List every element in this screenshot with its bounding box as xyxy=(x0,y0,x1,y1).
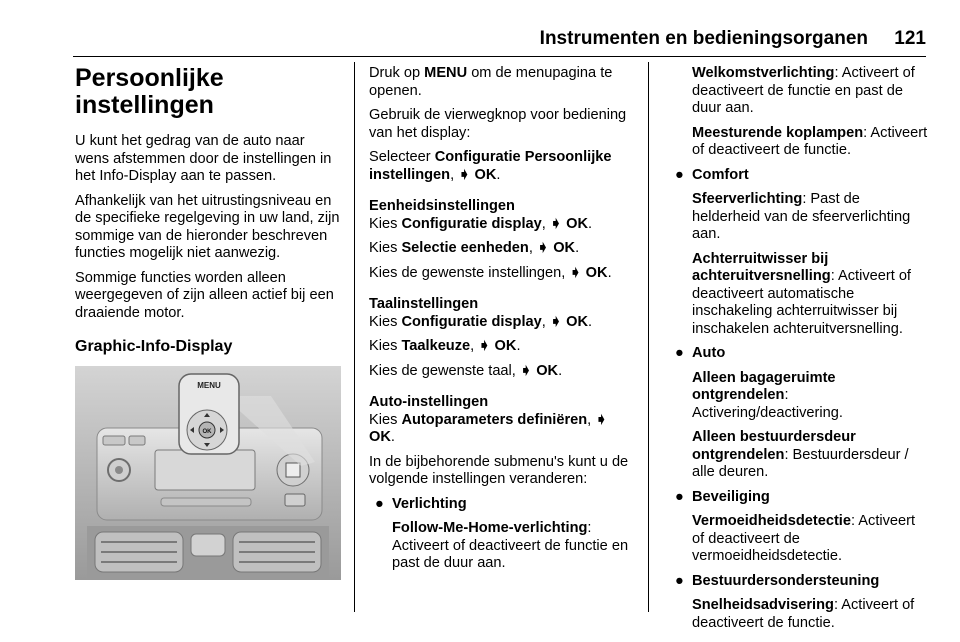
setting-description: Sfeerverlichting: Past de helderheid van de sfeerverlichting aan. xyxy=(692,191,911,242)
paragraph: Afhankelijk van het uitrustingsniveau en de specifieke regelgeving in uw land, zijn sommige van de hieronder beschreven functies mogelijk niet aanwezig. xyxy=(75,192,340,261)
subsection-heading: Graphic-Info-Display xyxy=(75,338,233,355)
setting-description: Alleen bestuurdersdeur ontgrendelen: Bestuurdersdeur / alle deuren. xyxy=(692,429,909,480)
column-1 xyxy=(75,65,341,580)
bullet: ● xyxy=(675,166,684,183)
instruction: Kies Configuratie display, ➧ OK. xyxy=(369,215,593,232)
instruction: Kies Selectie eenheden, ➧ OK. xyxy=(369,240,580,256)
column-3 xyxy=(669,65,931,639)
bullet: ● xyxy=(675,345,684,361)
subheading: Auto-instellingen xyxy=(369,394,489,410)
menu-label: MENU xyxy=(197,380,221,390)
paragraph: Druk op MENU om de menupagina te openen. xyxy=(369,65,613,99)
instruction: Kies Configuratie display, ➧ OK. xyxy=(369,313,593,330)
paragraph: Sommige functies worden alleen weergegeven of zijn alleen actief bij een draaiende motor. xyxy=(75,269,334,321)
setting-description: Meesturende koplampen: Activeert of deactiveert de functie. xyxy=(692,124,928,158)
instruction: Kies de gewenste instellingen, ➧ OK. xyxy=(369,264,612,281)
header-rule xyxy=(73,56,926,57)
paragraph: Gebruik de vierwegknop voor bediening van het display: xyxy=(369,107,627,141)
list-item: ● Bestuurdersondersteuning xyxy=(675,572,880,589)
ok-label: OK xyxy=(202,428,212,435)
paragraph: In de bijbehorende submenu's kunt u de volgende instellingen veranderen: xyxy=(369,453,629,487)
dashboard-illustration xyxy=(75,366,341,580)
paragraph: U kunt het gedrag van de auto naar wens afstemmen door de instellingen in het Info-Display aan te passen. xyxy=(75,133,332,184)
setting-description: Achterruitwisser bij achteruitversnelling: Activeert of deactiveert automatische inschakeling achterruitwisser bij inschakelen achteruitversnelling. xyxy=(692,250,911,337)
subheading: Eenheidsinstellingen xyxy=(369,198,515,214)
bullet: ● xyxy=(675,488,684,505)
column-divider xyxy=(354,62,355,612)
list-item: ● Comfort xyxy=(675,166,749,183)
bullet: ● xyxy=(675,572,684,589)
page-number: 121 xyxy=(894,28,926,49)
list-item: ● Verlichting xyxy=(375,495,467,512)
instruction: Kies Taalkeuze, ➧ OK. xyxy=(369,338,521,354)
setting-description: Snelheidsadvisering: Activeert of deactiveert de functie. xyxy=(692,597,915,631)
setting-description: Alleen bagageruimte ontgrendelen: Activering/deactivering. xyxy=(692,369,843,421)
setting-description: Welkomstverlichting: Activeert of deactiveert de functie en past de duur aan. xyxy=(692,65,915,116)
bullet: ● xyxy=(375,495,384,512)
section-heading: Persoonlijke instellingen xyxy=(75,64,224,119)
page-header xyxy=(73,28,926,54)
header-title: Instrumenten en bedieningsorganen xyxy=(539,28,868,49)
setting-description: Follow-Me-Home-verlichting: Activeert of deactiveert de functie en past de duur aan. xyxy=(392,520,629,571)
column-divider xyxy=(648,62,649,612)
list-item: ● Beveiliging xyxy=(675,488,770,505)
instruction: Kies de gewenste taal, ➧ OK. xyxy=(369,362,563,379)
dashboard-figure xyxy=(75,366,341,580)
subheading: Taalinstellingen xyxy=(369,296,479,312)
setting-description: Vermoeidheidsdetectie: Activeert of deactiveert de vermoeidheidsdetectie. xyxy=(692,513,916,564)
list-item: ● Auto xyxy=(675,345,726,361)
instruction: Kies Autoparameters definiëren, ➧ OK. xyxy=(369,411,608,445)
column-2 xyxy=(369,65,635,580)
paragraph: Selecteer Configuratie Persoonlijke instellingen, ➧ OK. xyxy=(369,149,612,183)
